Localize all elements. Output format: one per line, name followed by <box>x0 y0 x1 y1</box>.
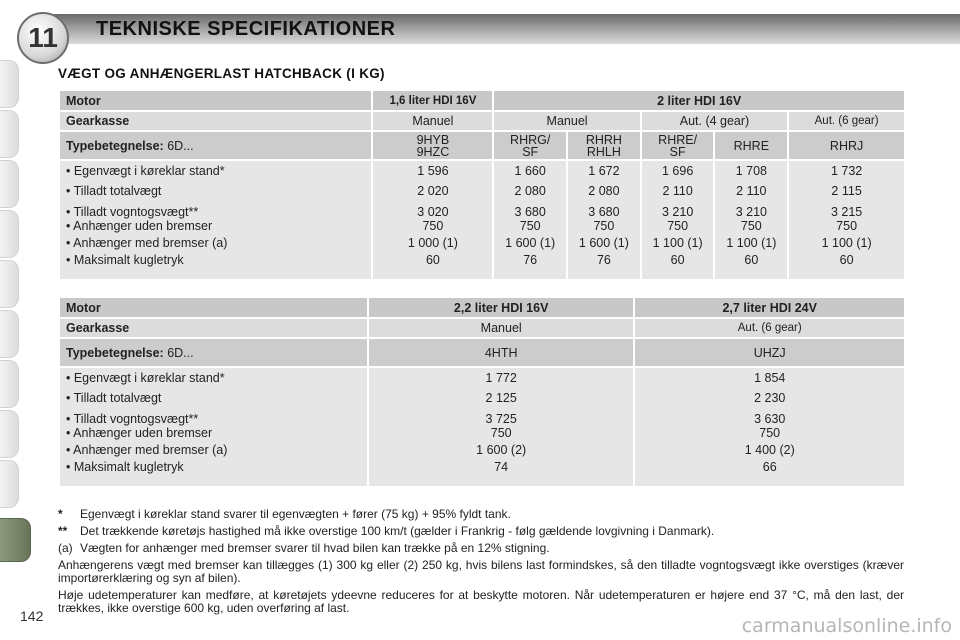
section-title: VÆGT OG ANHÆNGERLAST HATCHBACK (I KG) <box>58 66 385 81</box>
page-number: 142 <box>20 608 44 624</box>
value-cell: 60 <box>670 253 685 267</box>
row-label: • Egenvægt i køreklar stand* <box>66 371 225 385</box>
side-tab[interactable] <box>0 110 19 158</box>
value-cell: 750 <box>519 219 541 233</box>
value-cell: 1 400 (2) <box>744 443 795 457</box>
type-code: RHLH <box>586 144 621 159</box>
value-cell: 2 115 <box>831 184 862 198</box>
side-tab[interactable] <box>0 310 19 358</box>
type-label-cell <box>60 132 371 159</box>
weights-table-2 <box>58 296 906 488</box>
value-cell: 2 080 <box>588 184 620 198</box>
value-column <box>642 161 714 279</box>
value-cell: 1 708 <box>735 164 767 178</box>
gear-cell: Aut. (4 gear) <box>642 112 787 130</box>
value-column <box>635 368 904 486</box>
watermark: carmanualsonline.info <box>741 615 952 637</box>
value-column <box>568 161 640 279</box>
gear-cell: Manuel <box>494 112 639 130</box>
row-label: • Maksimalt kugletryk <box>66 460 184 474</box>
type-code: RHRG/ <box>510 132 551 147</box>
value-cell: 1 600 (2) <box>476 443 527 457</box>
footnote-text: Vægten for anhænger med bremser svarer til hvad bilen kan trække på en 12% stigning. <box>80 541 550 555</box>
row-label: • Anhænger uden bremser <box>66 219 213 233</box>
value-cell: 750 <box>490 426 512 440</box>
type-cell <box>373 132 492 159</box>
type-cell <box>715 132 787 159</box>
footnote-mark: ** <box>58 524 68 538</box>
value-cell: 2 110 <box>662 184 693 198</box>
row-label: • Maksimalt kugletryk <box>66 253 184 267</box>
type-code: RHRJ <box>829 138 864 153</box>
table-row <box>60 161 904 279</box>
row-label: • Egenvægt i køreklar stand* <box>66 164 225 178</box>
value-cell: 750 <box>759 426 781 440</box>
value-cell: 3 680 <box>588 205 620 219</box>
value-cell: 2 230 <box>754 391 786 405</box>
engine-header: 2 liter HDI 16V <box>494 91 904 110</box>
type-cell <box>642 132 714 159</box>
value-cell: 1 596 <box>417 164 449 178</box>
side-tab[interactable] <box>0 410 19 458</box>
value-cell: 1 772 <box>485 371 517 385</box>
side-tab-active[interactable] <box>0 518 31 562</box>
table-row <box>60 91 904 110</box>
row-label: • Tilladt totalvægt <box>66 184 162 198</box>
type-code: 4HTH <box>369 339 634 366</box>
type-code: SF <box>522 144 539 159</box>
value-cell: 60 <box>425 253 440 267</box>
side-tab[interactable] <box>0 60 19 108</box>
type-cell <box>568 132 640 159</box>
type-code: RHRH <box>585 132 622 147</box>
engine-header: 2,7 liter HDI 24V <box>635 298 904 317</box>
value-column <box>369 368 634 486</box>
chapter-badge: 11 <box>17 12 69 64</box>
value-cell: 1 672 <box>588 164 620 178</box>
value-cell: 3 210 <box>735 205 767 219</box>
gear-label: Gearkasse <box>60 319 367 337</box>
type-suffix: 6D... <box>167 138 194 153</box>
row-label: • Tilladt totalvægt <box>66 391 162 405</box>
table-row <box>60 368 904 486</box>
row-label: • Anhænger med bremser (a) <box>66 236 228 250</box>
type-code: UHZJ <box>635 339 904 366</box>
value-cell: 66 <box>762 460 777 474</box>
value-column <box>789 161 904 279</box>
side-tab[interactable] <box>0 360 19 408</box>
row-labels-cell <box>60 368 367 486</box>
value-cell: 1 100 (1) <box>652 236 703 250</box>
table-row <box>60 319 904 337</box>
note-paragraph: Høje udetemperaturer kan medføre, at køretøjets ydeevne reduceres for at beskytte motoren. Når udetemperaturen er højere end 37 °C, må den last, der trækkes, ikke overstige 600 kg, uden overføring af last. <box>58 588 904 615</box>
type-label: Typebetegnelse: <box>66 345 164 360</box>
page-header <box>0 0 960 52</box>
motor-label: Motor <box>60 298 367 317</box>
footnote <box>58 508 904 521</box>
type-code: SF <box>669 144 686 159</box>
value-cell: 60 <box>839 253 854 267</box>
value-cell: 3 020 <box>417 205 449 219</box>
type-cell <box>789 132 904 159</box>
value-cell: 1 854 <box>754 371 786 385</box>
weights-table-1 <box>58 89 906 281</box>
value-cell: 1 600 (1) <box>578 236 629 250</box>
value-cell: 76 <box>523 253 538 267</box>
side-tab[interactable] <box>0 160 19 208</box>
value-column <box>373 161 492 279</box>
type-suffix: 6D... <box>167 345 194 360</box>
value-cell: 1 732 <box>830 164 863 178</box>
value-cell: 74 <box>494 460 509 474</box>
table-row <box>60 339 904 366</box>
note-paragraph: Anhængerens vægt med bremser kan tillægges (1) 300 kg eller (2) 250 kg, hvis bilens last formindskes, så den tilladte vogntogsvægt ikke overstiges (kræver importørerklæring og syn af bilen). <box>58 558 904 585</box>
value-cell: 1 660 <box>514 164 546 178</box>
side-tab[interactable] <box>0 210 19 258</box>
engine-header: 2,2 liter HDI 16V <box>369 298 634 317</box>
side-tab[interactable] <box>0 260 19 308</box>
footnote-text: Det trækkende køretøjs hastighed må ikke overstige 100 km/t (gælder i Frankrig - følg gældende lovgivning i Danmark). <box>80 524 715 538</box>
page-title: TEKNISKE SPECIFIKATIONER <box>96 18 396 40</box>
gear-cell: Manuel <box>369 319 634 337</box>
value-cell: 750 <box>667 219 689 233</box>
value-column <box>715 161 787 279</box>
value-cell: 1 696 <box>661 164 694 178</box>
type-code: 9HZC <box>416 144 450 159</box>
value-cell: 76 <box>596 253 611 267</box>
table-row <box>60 112 904 130</box>
value-cell: 2 020 <box>417 184 449 198</box>
type-label-cell <box>60 339 367 366</box>
value-cell: 3 725 <box>485 412 517 426</box>
table-row <box>60 132 904 159</box>
value-cell: 750 <box>836 219 858 233</box>
footnote <box>58 525 904 538</box>
footnotes <box>58 508 904 619</box>
row-label: • Anhænger med bremser (a) <box>66 443 228 457</box>
value-column <box>494 161 566 279</box>
value-cell: 2 080 <box>514 184 546 198</box>
type-cell <box>494 132 566 159</box>
value-cell: 2 110 <box>736 184 767 198</box>
side-tab[interactable] <box>0 460 19 508</box>
value-cell: 1 000 (1) <box>407 236 458 250</box>
gear-cell: Manuel <box>373 112 492 130</box>
type-code: RHRE <box>733 138 770 153</box>
value-cell: 3 210 <box>661 205 694 219</box>
value-cell: 1 100 (1) <box>726 236 777 250</box>
value-cell: 1 600 (1) <box>505 236 556 250</box>
footnote-text: Egenvægt i køreklar stand svarer til egenvægten + fører (75 kg) + 95% fyldt tank. <box>80 507 511 521</box>
row-label: • Tilladt vogntogsvægt** <box>66 412 199 426</box>
gear-cell: Aut. (6 gear) <box>635 319 904 337</box>
type-code: 9HYB <box>416 132 450 147</box>
value-cell: 60 <box>744 253 759 267</box>
row-label: • Anhænger uden bremser <box>66 426 213 440</box>
value-cell: 3 215 <box>830 205 863 219</box>
footnote-mark: * <box>58 507 63 521</box>
row-label: • Tilladt vogntogsvægt** <box>66 205 199 219</box>
value-cell: 750 <box>593 219 615 233</box>
value-cell: 3 680 <box>514 205 546 219</box>
footnote <box>58 542 904 555</box>
motor-label: Motor <box>60 91 371 110</box>
gear-cell: Aut. (6 gear) <box>789 112 904 130</box>
value-cell: 750 <box>740 219 762 233</box>
table-row <box>60 298 904 317</box>
side-tabs <box>0 60 20 600</box>
value-cell: 3 630 <box>754 412 786 426</box>
footnote-mark: (a) <box>58 541 73 555</box>
type-code: RHRE/ <box>658 132 698 147</box>
gear-label: Gearkasse <box>60 112 371 130</box>
row-labels-cell <box>60 161 371 279</box>
engine-header: 1,6 liter HDI 16V <box>373 91 492 110</box>
value-cell: 1 100 (1) <box>821 236 872 250</box>
value-cell: 750 <box>422 219 444 233</box>
type-label: Typebetegnelse: <box>66 138 164 153</box>
value-cell: 2 125 <box>485 391 517 405</box>
